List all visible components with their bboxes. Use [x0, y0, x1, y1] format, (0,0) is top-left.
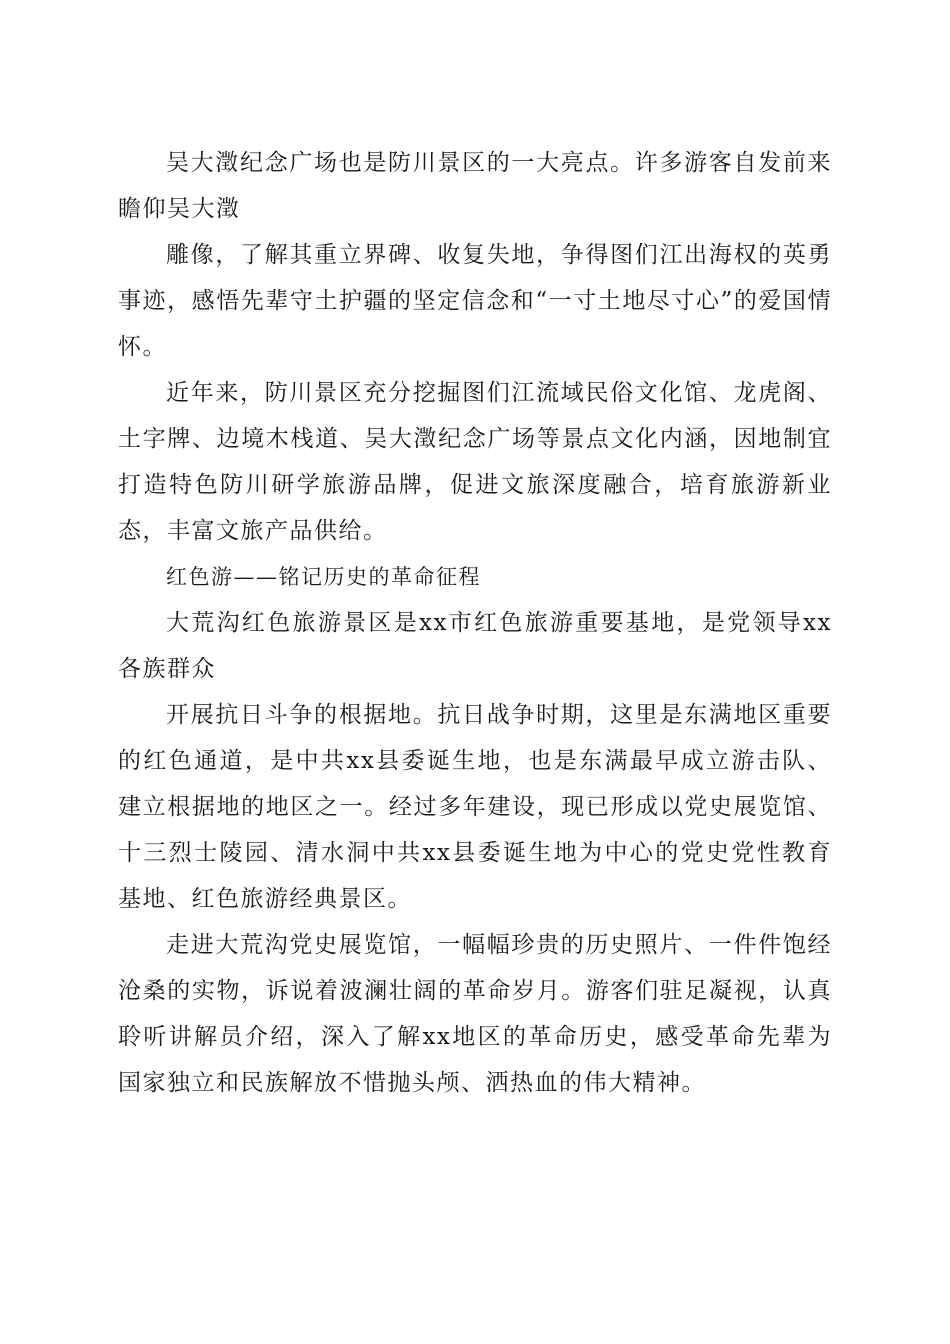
paragraph-wu-dacheng-square: 吴大澂纪念广场也是防川景区的一大亮点。许多游客自发前来瞻仰吴大澂 — [118, 150, 832, 222]
paragraph-history-museum: 走进大荒沟党史展览馆，一幅幅珍贵的历史照片、一件件饱经沧桑的实物，诉说着波澜壮阔的革命岁月。游客们驻足凝视，认真聆听讲解员介绍，深入了解xx地区的革命历史，感受革命先辈为国家独立和民族解放不惜抛头颅、洒热血的伟大精神。 — [118, 932, 832, 1096]
paragraph-anti-japanese-base: 开展抗日斗争的根据地。抗日战争时期，这里是东满地区重要的红色通道，是中共xx县委诞生地，也是东满最早成立游击队、建立根据地的地区之一。经过多年建设，现已形成以党史展览馆、十三烈士陵园、清水洞中共xx县委诞生地为中心的党史党性教育基地、红色旅游经典景区。 — [118, 702, 832, 912]
document-page — [118, 140, 832, 1106]
paragraph-fangchuan-scenic: 近年来，防川景区充分挖掘图们江流域民俗文化馆、龙虎阁、土字牌、边境木栈道、吴大澂纪念广场等景点文化内涵，因地制宜打造特色防川研学旅游品牌，促进文旅深度融合，培育旅游新业态，丰富文旅产品供给。 — [118, 380, 832, 544]
section-heading-red-tourism: 红色游——铭记历史的革命征程 — [166, 565, 481, 589]
paragraph-dahuanggou-intro: 大荒沟红色旅游景区是xx市红色旅游重要基地，是党领导xx各族群众 — [118, 610, 832, 682]
paragraph-statue: 雕像，了解其重立界碑、收复失地，争得图们江出海权的英勇事迹，感悟先辈守土护疆的坚定信念和“一寸土地尽寸心”的爱国情怀。 — [118, 242, 832, 360]
